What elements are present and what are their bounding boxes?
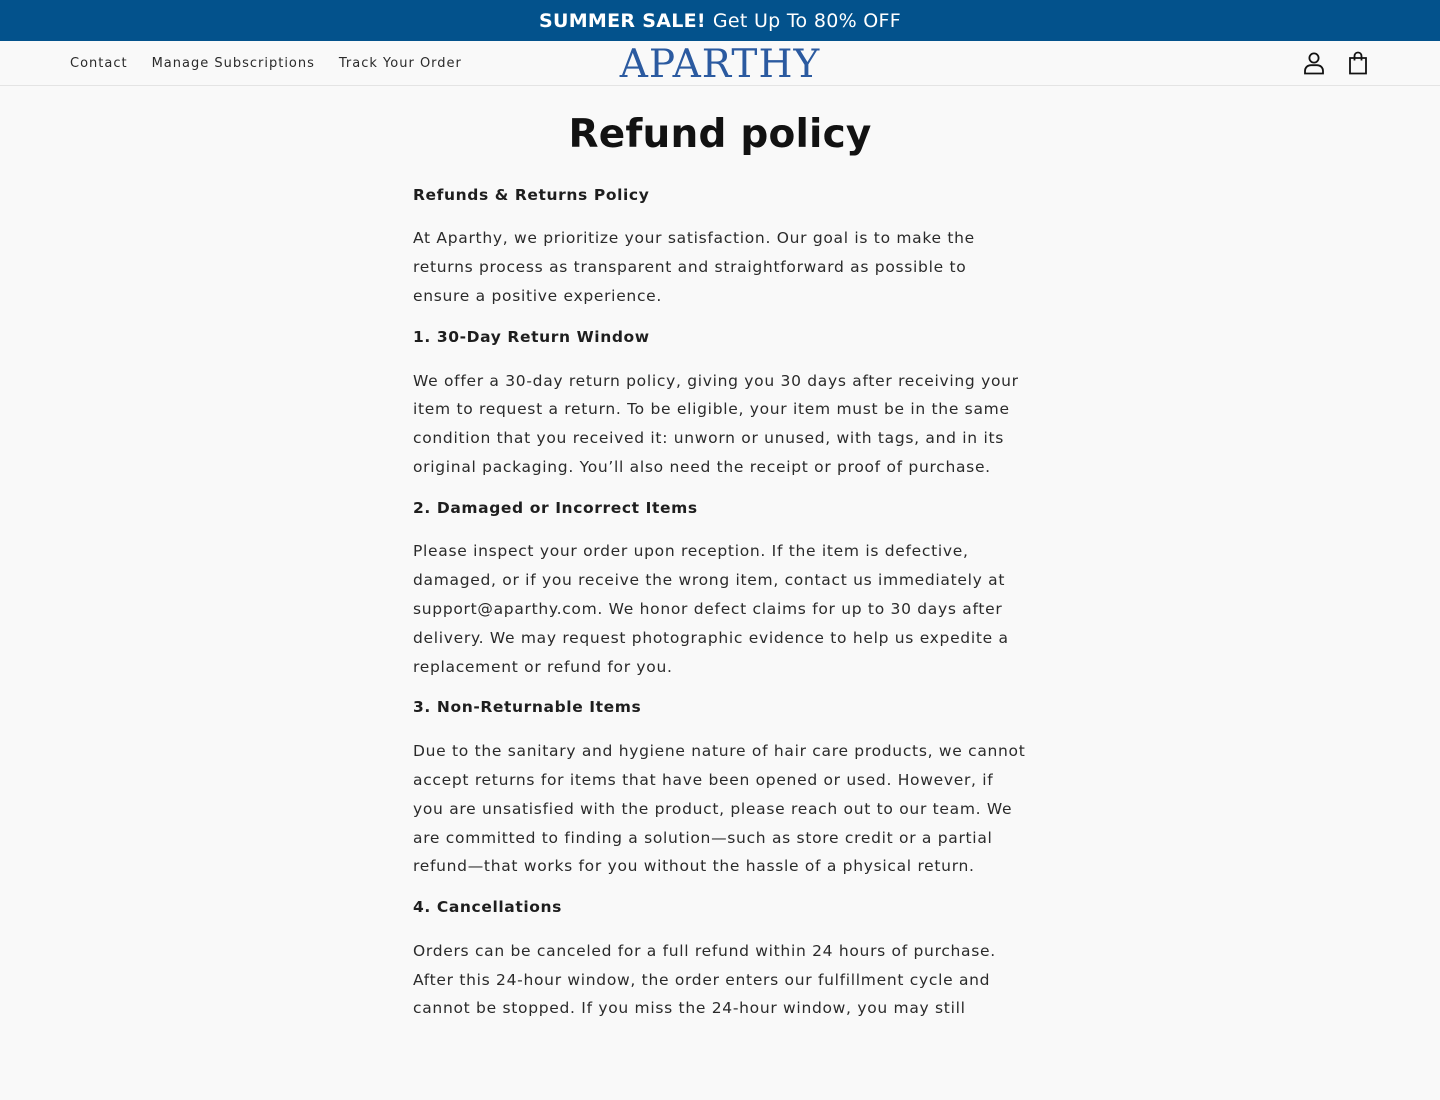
cart-icon[interactable]: [1346, 51, 1370, 75]
sale-message: Get Up To 80% OFF: [712, 9, 902, 32]
section-heading-return-window: 1. 30-Day Return Window: [413, 327, 650, 346]
main-content: [413, 86, 1027, 1023]
site-header: [0, 41, 1440, 86]
section-heading-cancellations: 4. Cancellations: [413, 898, 562, 917]
account-icon[interactable]: [1302, 51, 1326, 75]
header-icons: [1282, 41, 1370, 85]
announcement-bar: [0, 0, 1440, 41]
section-body-return-window: We offer a 30-day return policy, giving you 30 days after receiving your item to request a return. To be eligible, your item must be in the same condition that you received it: unworn or unused, with tags, and in its original packaging. You’ll also need the receipt or proof of purchase.: [413, 371, 1019, 476]
section-heading-damaged-items: 2. Damaged or Incorrect Items: [413, 498, 698, 517]
section-heading-refunds-returns: Refunds & Returns Policy: [413, 185, 650, 204]
nav-link-manage-subscriptions[interactable]: Manage Subscriptions: [151, 55, 315, 71]
page-title: Refund policy: [568, 112, 872, 157]
section-body-cancellations: Orders can be canceled for a full refund within 24 hours of purchase. After this 24-hour window, the order enters our fulfillment cycle and cannot be stopped. If you miss the 24-hour window, you may still: [413, 941, 996, 1018]
section-body-damaged-items: Please inspect your order upon reception. If the item is defective, damaged, or if you receive the wrong item, contact us immediately at support@aparthy.com. We honor defect claims for up to 30 days after delivery. We may request photographic evidence to help us expedite a replacement or refund for you.: [413, 542, 1009, 676]
header-nav: [70, 41, 486, 85]
nav-link-track-order[interactable]: Track Your Order: [338, 55, 462, 71]
sale-label: SUMMER SALE!: [538, 9, 706, 32]
site-logo[interactable]: APARTHY: [619, 41, 821, 87]
section-body-refunds-returns: At Aparthy, we prioritize your satisfaction. Our goal is to make the returns process as transparent and straightforward as possible to ensure a positive experience.: [413, 229, 975, 306]
section-body-non-returnable: Due to the sanitary and hygiene nature of hair care products, we cannot accept returns for items that have been opened or used. However, if you are unsatisfied with the product, please reach out to our team. We are committed to finding a solution—such as store credit or a partial refund—that works for you without the hassle of a physical return.: [413, 742, 1026, 876]
nav-link-contact[interactable]: Contact: [70, 55, 128, 71]
section-heading-non-returnable: 3. Non-Returnable Items: [413, 698, 642, 717]
